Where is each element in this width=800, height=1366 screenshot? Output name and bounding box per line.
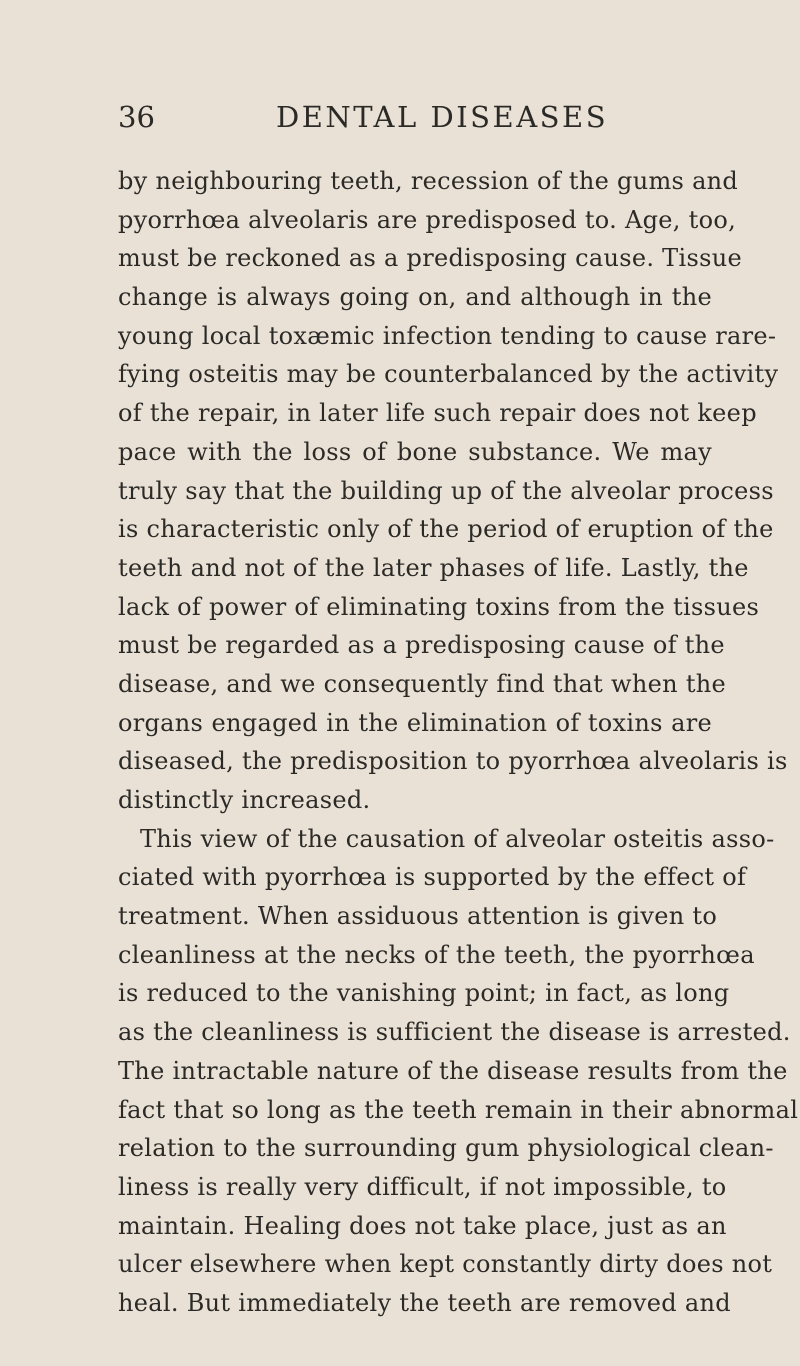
- text-line: liness is really very difficult, if not impossible, to: [118, 1172, 727, 1201]
- text-line: lack of power of eliminating toxins from the tissues: [118, 592, 760, 621]
- text-line: young local toxæmic infection tending to cause rare-: [118, 321, 777, 350]
- text-line: maintain. Healing does not take place, just as an: [118, 1211, 727, 1240]
- text-line: teeth and not of the later phases of life. Lastly, the: [118, 553, 749, 582]
- running-header: [118, 100, 718, 150]
- text-line: disease, and we consequently find that when the: [118, 669, 727, 698]
- page-number: 36: [118, 100, 155, 134]
- text-line: diseased, the predisposition to pyorrhœa alveolaris is: [118, 747, 788, 776]
- text-line: of the repair, in later life such repair does not keep: [118, 399, 757, 428]
- text-line: fying osteitis may be counterbalanced by the activity: [118, 360, 779, 389]
- text-line: heal. But immediately the teeth are removed and: [118, 1288, 731, 1317]
- text-line: change is always going on, and although in the: [118, 283, 712, 312]
- text-line: treatment. When assiduous attention is given to: [118, 902, 718, 931]
- text-line: must be reckoned as a predisposing cause. Tissue: [118, 244, 742, 273]
- text-line: cleanliness at the necks of the teeth, the pyorrhœa: [118, 940, 755, 969]
- text-line: as the cleanliness is sufficient the disease is arrested.: [118, 1018, 791, 1047]
- text-line: must be regarded as a predisposing cause of the: [118, 631, 725, 660]
- text-line: The intractable nature of the disease results from the: [118, 1056, 788, 1085]
- text-line: ciated with pyorrhœa is supported by the effect of: [118, 863, 747, 892]
- text-line: pace with the loss of bone substance. We may: [118, 437, 712, 466]
- text-line: pyorrhœa alveolaris are predisposed to. Age, too,: [118, 205, 737, 234]
- text-line: is characteristic only of the period of eruption of the: [118, 515, 774, 544]
- text-line: ulcer elsewhere when kept constantly dirty does not: [118, 1250, 773, 1279]
- body-text: [118, 162, 799, 1323]
- text-line: by neighbouring teeth, recession of the gums and: [118, 167, 739, 195]
- text-line: relation to the surrounding gum physiological clean-: [118, 1134, 774, 1163]
- text-line: organs engaged in the elimination of toxins are: [118, 708, 712, 737]
- text-line: fact that so long as the teeth remain in their abnormal: [118, 1095, 799, 1124]
- text-line: is reduced to the vanishing point; in fact, as long: [118, 979, 730, 1008]
- text-line: truly say that the building up of the alveolar process: [118, 476, 774, 505]
- text-line: This view of the causation of alveolar osteitis asso-: [140, 824, 775, 853]
- text-line: distinctly increased.: [118, 786, 371, 814]
- running-title: DENTAL DISEASES: [276, 100, 609, 134]
